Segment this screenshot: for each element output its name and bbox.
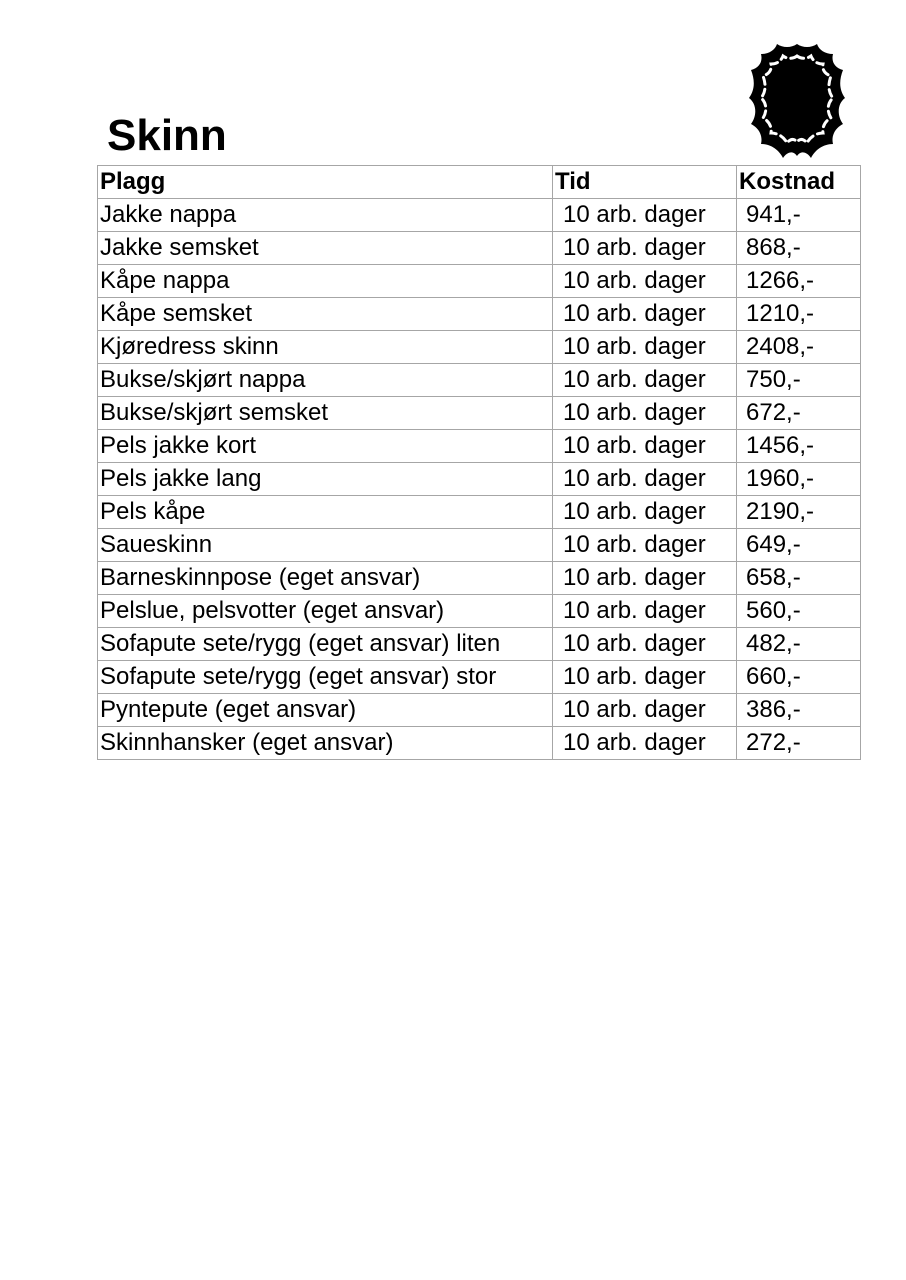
item-cell: Kåpe semsket [98, 298, 553, 331]
time-cell: 10 arb. dager [553, 298, 737, 331]
time-cell: 10 arb. dager [553, 331, 737, 364]
cost-cell: 658,- [737, 562, 861, 595]
time-cell: 10 arb. dager [553, 199, 737, 232]
table-row [98, 298, 861, 331]
table-row [98, 727, 861, 760]
table-row [98, 661, 861, 694]
item-cell: Bukse/skjørt nappa [98, 364, 553, 397]
item-cell: Pelslue, pelsvotter (eget ansvar) [98, 595, 553, 628]
table-row [98, 496, 861, 529]
table-row [98, 331, 861, 364]
table-row [98, 562, 861, 595]
table-row [98, 364, 861, 397]
item-cell: Pyntepute (eget ansvar) [98, 694, 553, 727]
item-cell: Jakke nappa [98, 199, 553, 232]
cost-cell: 2190,- [737, 496, 861, 529]
time-cell: 10 arb. dager [553, 628, 737, 661]
cost-cell: 941,- [737, 199, 861, 232]
time-cell: 10 arb. dager [553, 397, 737, 430]
column-header-plagg: Plagg [98, 166, 553, 199]
item-cell: Pels kåpe [98, 496, 553, 529]
table-row [98, 628, 861, 661]
cost-cell: 560,- [737, 595, 861, 628]
price-table [97, 165, 861, 760]
table-row [98, 199, 861, 232]
cost-cell: 750,- [737, 364, 861, 397]
cost-cell: 868,- [737, 232, 861, 265]
cost-cell: 386,- [737, 694, 861, 727]
cost-cell: 272,- [737, 727, 861, 760]
item-cell: Saueskinn [98, 529, 553, 562]
item-cell: Pels jakke kort [98, 430, 553, 463]
item-cell: Sofapute sete/rygg (eget ansvar) stor [98, 661, 553, 694]
item-cell: Pels jakke lang [98, 463, 553, 496]
time-cell: 10 arb. dager [553, 661, 737, 694]
item-cell: Bukse/skjørt semsket [98, 397, 553, 430]
page-title: Skinn [107, 111, 227, 160]
table-row [98, 694, 861, 727]
time-cell: 10 arb. dager [553, 694, 737, 727]
column-header-kostnad: Kostnad [737, 166, 861, 199]
item-cell: Jakke semsket [98, 232, 553, 265]
item-cell: Kåpe nappa [98, 265, 553, 298]
time-cell: 10 arb. dager [553, 727, 737, 760]
time-cell: 10 arb. dager [553, 364, 737, 397]
table-row [98, 397, 861, 430]
column-header-tid: Tid [553, 166, 737, 199]
time-cell: 10 arb. dager [553, 232, 737, 265]
cost-cell: 2408,- [737, 331, 861, 364]
time-cell: 10 arb. dager [553, 595, 737, 628]
table-header-row [98, 166, 861, 199]
cost-cell: 1960,- [737, 463, 861, 496]
time-cell: 10 arb. dager [553, 463, 737, 496]
time-cell: 10 arb. dager [553, 562, 737, 595]
time-cell: 10 arb. dager [553, 430, 737, 463]
leather-hide-icon [745, 40, 849, 162]
cost-cell: 1456,- [737, 430, 861, 463]
cost-cell: 672,- [737, 397, 861, 430]
table-row [98, 430, 861, 463]
table-row [98, 232, 861, 265]
cost-cell: 660,- [737, 661, 861, 694]
cost-cell: 649,- [737, 529, 861, 562]
cost-cell: 1210,- [737, 298, 861, 331]
table-row [98, 595, 861, 628]
time-cell: 10 arb. dager [553, 265, 737, 298]
item-cell: Barneskinnpose (eget ansvar) [98, 562, 553, 595]
table-row [98, 463, 861, 496]
table-row [98, 265, 861, 298]
cost-cell: 1266,- [737, 265, 861, 298]
time-cell: 10 arb. dager [553, 496, 737, 529]
time-cell: 10 arb. dager [553, 529, 737, 562]
cost-cell: 482,- [737, 628, 861, 661]
table-row [98, 529, 861, 562]
item-cell: Skinnhansker (eget ansvar) [98, 727, 553, 760]
item-cell: Sofapute sete/rygg (eget ansvar) liten [98, 628, 553, 661]
item-cell: Kjøredress skinn [98, 331, 553, 364]
table-body [98, 199, 861, 760]
